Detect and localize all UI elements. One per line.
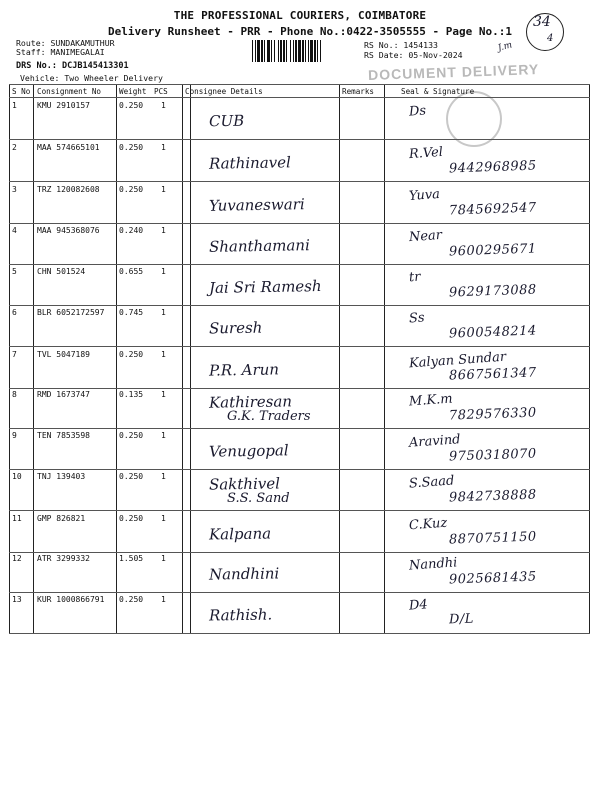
row-signature: Aravind xyxy=(408,432,462,451)
row-consignment-no: MAA 574665101 xyxy=(37,143,100,152)
row-signature: Yuva xyxy=(408,186,441,205)
row-consignment-no: TVL 5047189 xyxy=(37,350,90,359)
row-consignee-name: Rathinavel xyxy=(208,153,291,173)
header-seal-signature: Seal & Signature xyxy=(401,87,475,96)
rs-date: RS Date: 05-Nov-2024 xyxy=(364,50,463,60)
row-signature: C.Kuz xyxy=(408,515,448,534)
row-sno: 1 xyxy=(12,101,17,110)
row-phone: 9442968985 xyxy=(448,158,537,177)
row-pcs: 1 xyxy=(161,267,166,276)
barcode-bar xyxy=(314,40,316,62)
row-phone: 9750318070 xyxy=(448,446,537,465)
row-consignee-name: Nandhini xyxy=(208,564,280,584)
header-weight: Weight xyxy=(119,87,147,96)
barcode-bar xyxy=(286,40,287,62)
drs-number: DRS No.: DCJB145413301 xyxy=(16,61,129,71)
header-pcs: PCS xyxy=(154,87,168,96)
row-consignee-name: Kathiresan xyxy=(208,392,293,412)
row-separator xyxy=(9,139,590,140)
row-pcs: 1 xyxy=(161,472,166,481)
barcode-bar xyxy=(261,40,263,62)
document-delivery-stamp: DOCUMENT DELIVERY xyxy=(367,61,540,83)
route-label: Route: SUNDAKAMUTHUR xyxy=(16,38,115,48)
row-weight: 0.250 xyxy=(119,350,144,359)
row-weight: 0.745 xyxy=(119,308,144,317)
barcode-bar xyxy=(274,40,275,62)
barcode-bar xyxy=(283,40,285,62)
barcode-bar xyxy=(293,40,294,62)
row-weight: 0.240 xyxy=(119,226,144,235)
row-separator xyxy=(9,388,590,389)
row-consignee-company: G.K. Traders xyxy=(227,409,311,424)
header-remarks: Remarks xyxy=(342,87,375,96)
barcode-bar xyxy=(278,40,279,62)
barcode-bar xyxy=(308,40,309,62)
row-sno: 12 xyxy=(12,554,22,563)
row-pcs: 1 xyxy=(161,390,166,399)
barcode-bar xyxy=(257,40,260,62)
row-phone: 9629173088 xyxy=(448,282,537,301)
row-consignee-name: P.R. Arun xyxy=(208,360,280,380)
row-pcs: 1 xyxy=(161,514,166,523)
row-separator xyxy=(9,552,590,553)
row-weight: 0.655 xyxy=(119,267,144,276)
row-weight: 0.250 xyxy=(119,143,144,152)
row-consignment-no: TEN 7853598 xyxy=(37,431,90,440)
row-sno: 3 xyxy=(12,185,17,194)
row-consignee-name: Sakthivel xyxy=(208,474,281,494)
row-weight: 0.135 xyxy=(119,390,144,399)
row-sno: 6 xyxy=(12,308,17,317)
row-signature: D4 xyxy=(408,597,429,614)
row-consignee-company: S.S. Sand xyxy=(227,491,290,506)
row-separator xyxy=(9,264,590,265)
row-consignee-name: Jai Sri Ramesh xyxy=(208,277,322,297)
header-sno: S No xyxy=(12,87,31,96)
row-sno: 2 xyxy=(12,143,17,152)
row-separator xyxy=(9,305,590,306)
row-signature: R.Vel xyxy=(408,144,444,163)
table-border xyxy=(9,84,590,85)
row-signature: Ds xyxy=(408,103,427,120)
row-pcs: 1 xyxy=(161,308,166,317)
barcode-bar xyxy=(295,40,297,62)
row-phone: 7845692547 xyxy=(448,200,537,219)
barcode-bar xyxy=(280,40,282,62)
header-consignment: Consignment No xyxy=(37,87,102,96)
row-consignment-no: TNJ 139403 xyxy=(37,472,86,481)
row-consignment-no: ATR 3299332 xyxy=(37,554,90,563)
staff-label: Staff: MANIMEGALAI xyxy=(16,47,105,57)
barcode-bar xyxy=(252,40,253,62)
row-sno: 11 xyxy=(12,514,22,523)
row-pcs: 1 xyxy=(161,226,166,235)
barcode-bar xyxy=(298,40,301,62)
row-sno: 13 xyxy=(12,595,22,604)
row-pcs: 1 xyxy=(161,595,166,604)
runsheet-table xyxy=(9,84,590,634)
row-pcs: 1 xyxy=(161,185,166,194)
row-consignee-name: Venugopal xyxy=(208,441,289,461)
row-consignment-no: KMU 2910157 xyxy=(37,101,90,110)
row-pcs: 1 xyxy=(161,143,166,152)
barcode-bar xyxy=(305,40,306,62)
row-phone: 9600548214 xyxy=(448,323,537,342)
row-consignment-no: GMP 826821 xyxy=(37,514,86,523)
row-separator xyxy=(9,428,590,429)
row-sno: 4 xyxy=(12,226,17,235)
row-consignment-no: CHN 501524 xyxy=(37,267,86,276)
row-weight: 0.250 xyxy=(119,431,144,440)
row-separator xyxy=(9,510,590,511)
company-title: THE PROFESSIONAL COURIERS, COIMBATORE xyxy=(173,9,427,22)
row-consignee-name: Suresh xyxy=(208,318,263,338)
row-signature: tr xyxy=(408,269,421,286)
runsheet-subtitle: Delivery Runsheet - PRR - Phone No.:0422-3505555 - Page No.:1 xyxy=(108,25,512,38)
row-weight: 1.505 xyxy=(119,554,144,563)
row-separator xyxy=(9,592,590,593)
row-phone: 9025681435 xyxy=(448,569,537,588)
row-pcs: 1 xyxy=(161,554,166,563)
row-sno: 10 xyxy=(12,472,22,481)
row-weight: 0.250 xyxy=(119,101,144,110)
row-weight: 0.250 xyxy=(119,595,144,604)
row-signature: Ss xyxy=(408,310,426,327)
row-consignee-name: Rathish. xyxy=(208,605,273,625)
rs-number: RS No.: 1454133 xyxy=(364,40,438,50)
row-consignment-no: RMD 1673747 xyxy=(37,390,90,399)
circle-number-top: 34 xyxy=(533,14,551,30)
row-separator xyxy=(9,469,590,470)
row-consignee-name: CUB xyxy=(208,111,245,131)
row-consignee-name: Shanthamani xyxy=(208,236,310,256)
row-weight: 0.250 xyxy=(119,185,144,194)
circle-number-bottom: 4 xyxy=(547,33,554,44)
row-sno: 9 xyxy=(12,431,17,440)
barcode-bar xyxy=(310,40,313,62)
row-phone: 7829576330 xyxy=(448,405,537,424)
row-pcs: 1 xyxy=(161,350,166,359)
barcode-bar xyxy=(267,40,270,62)
row-separator xyxy=(9,633,590,634)
row-signature: Kalyan Sundar xyxy=(408,349,507,372)
barcode-bar xyxy=(302,40,304,62)
row-phone: D/L xyxy=(448,611,475,628)
row-consignment-no: BLR 6052172597 xyxy=(37,308,105,317)
row-separator xyxy=(9,223,590,224)
row-consignment-no: KUR 1000866791 xyxy=(37,595,105,604)
row-pcs: 1 xyxy=(161,101,166,110)
row-phone: 9600295671 xyxy=(448,241,537,260)
row-pcs: 1 xyxy=(161,431,166,440)
row-phone: 9842738888 xyxy=(448,487,537,506)
vehicle-label: Vehicle: Two Wheeler Delivery xyxy=(20,73,163,83)
row-consignee-name: Kalpana xyxy=(208,524,272,544)
row-signature: Nandhi xyxy=(408,555,458,574)
row-sno: 8 xyxy=(12,390,17,399)
row-weight: 0.250 xyxy=(119,472,144,481)
row-sno: 5 xyxy=(12,267,17,276)
barcode-bar xyxy=(317,40,318,62)
row-consignee-name: Yuvaneswari xyxy=(208,195,305,215)
barcode-bar xyxy=(290,40,291,62)
barcode-bar xyxy=(320,40,321,62)
barcode-bar xyxy=(271,40,272,62)
table-border xyxy=(9,97,590,98)
row-separator xyxy=(9,346,590,347)
row-consignment-no: TRZ 120082608 xyxy=(37,185,100,194)
row-phone: 8870751150 xyxy=(448,529,537,548)
header-consignee: Consignee Details xyxy=(185,87,263,96)
row-signature: S.Saad xyxy=(408,473,455,492)
row-signature: M.K.m xyxy=(408,391,454,410)
barcode-bar xyxy=(255,40,256,62)
row-weight: 0.250 xyxy=(119,514,144,523)
barcode-bar xyxy=(264,40,265,62)
corner-initials: J.m xyxy=(496,40,514,54)
row-consignment-no: MAA 945368076 xyxy=(37,226,100,235)
row-sno: 7 xyxy=(12,350,17,359)
row-phone: 8667561347 xyxy=(448,365,537,384)
row-signature: Near xyxy=(408,227,443,246)
barcode-icon xyxy=(252,40,358,62)
row-separator xyxy=(9,181,590,182)
